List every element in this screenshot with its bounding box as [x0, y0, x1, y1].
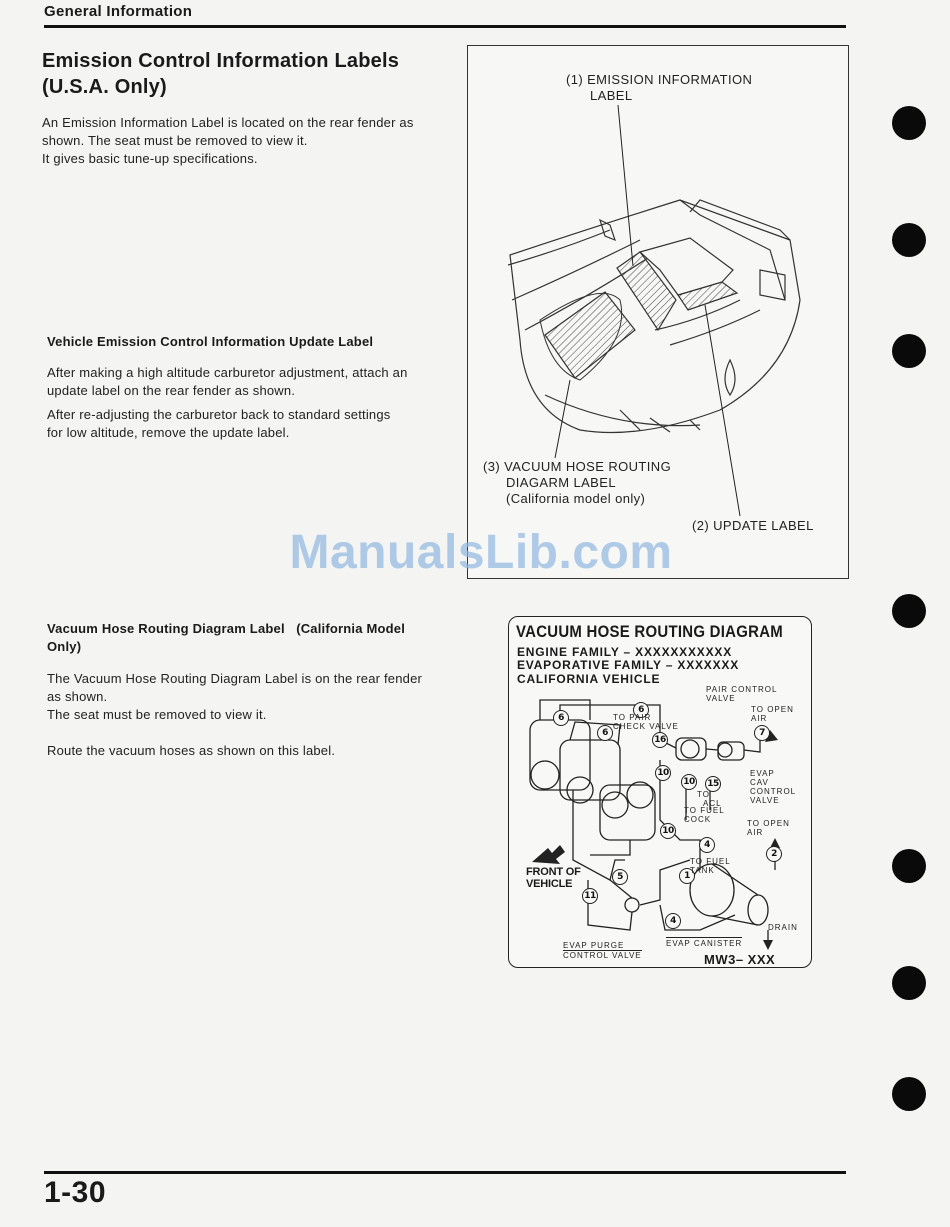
update-paragraph-2: [47, 406, 449, 442]
engine-family: ENGINE FAMILY – XXXXXXXXXXX: [517, 645, 733, 659]
binder-hole-icon: [892, 223, 926, 257]
front-of-vehicle-label: [526, 866, 581, 890]
to-fuel-cock-line-2: COCK: [684, 815, 712, 824]
intro-line-3: It gives basic tune-up specifications.: [42, 151, 258, 166]
to-pair-line-1: TO PAIR: [613, 713, 652, 722]
intro-paragraph: [42, 114, 444, 168]
vacuum-line-2: as shown.: [47, 689, 108, 704]
to-pair-check-valve-label: [613, 713, 679, 731]
callout-1-line-1: (1) EMISSION INFORMATION: [566, 72, 753, 87]
to-open-air-1b: AIR: [751, 714, 768, 723]
to-acl-line-2: ACL: [703, 799, 722, 808]
front-line-1: FRONT OF: [526, 866, 581, 878]
callout-update-label: (2) UPDATE LABEL: [692, 518, 814, 533]
binder-hole-icon: [892, 849, 926, 883]
hose-number: 10: [660, 823, 676, 839]
title-line-1: Emission Control Information Labels: [42, 50, 400, 72]
update-p1-line-2: update label on the rear fender as shown.: [47, 383, 296, 398]
binder-hole-icon: [892, 106, 926, 140]
evap-cav-line-4: VALVE: [750, 796, 780, 805]
hose-number: 10: [655, 765, 671, 781]
to-open-air-2a: TO OPEN: [747, 819, 790, 828]
to-pair-line-2: CHECK VALVE: [613, 722, 679, 731]
bottom-rule: [44, 1171, 846, 1174]
to-open-air-label-1: [751, 705, 794, 723]
hose-number: 11: [582, 888, 598, 904]
binder-hole-icon: [892, 334, 926, 368]
update-p2-line-2: for low altitude, remove the update label.: [47, 425, 290, 440]
hose-number: 4: [665, 913, 681, 929]
update-p2-line-1: After re-adjusting the carburetor back to standard settings: [47, 407, 391, 422]
update-p1-line-1: After making a high altitude carburetor adjustment, attach an: [47, 365, 408, 380]
hose-number: 4: [699, 837, 715, 853]
hose-number: 5: [612, 869, 628, 885]
hose-number: 7: [754, 725, 770, 741]
vacuum-heading-line-2: Only): [47, 639, 82, 654]
page-title: [42, 48, 462, 100]
evap-cav-line-2: CAV: [750, 778, 769, 787]
pair-control-line-1: PAIR CONTROL: [706, 685, 778, 694]
hose-number: 16: [652, 732, 668, 748]
hose-number: 6: [633, 702, 649, 718]
purge-line-2: CONTROL VALVE: [563, 951, 642, 960]
hose-number: 6: [553, 710, 569, 726]
pair-control-line-2: VALVE: [706, 694, 736, 703]
title-line-2: (U.S.A. Only): [42, 76, 167, 98]
callout-1-line-2: LABEL: [590, 88, 633, 103]
evap-cav-control-valve-label: [750, 769, 796, 805]
to-open-air-1a: TO OPEN: [751, 705, 794, 714]
hose-number: 15: [705, 776, 721, 792]
evap-cav-line-3: CONTROL: [750, 787, 797, 796]
vacuum-line-3: The seat must be removed to view it.: [47, 707, 267, 722]
hose-number: 2: [766, 846, 782, 862]
vacuum-heading: [47, 620, 449, 656]
to-fuel-tank-line-1: TO FUEL: [690, 857, 731, 866]
watermark-text: ManualsLib.com: [289, 526, 673, 579]
vacuum-heading-line-1: Vacuum Hose Routing Diagram Label (California Model: [47, 621, 406, 636]
diagram-code: MW3– XXX: [704, 952, 776, 967]
callout-3-line-3: (California model only): [506, 491, 646, 506]
vacuum-paragraph: [47, 670, 449, 724]
to-fuel-cock-label: [684, 806, 725, 824]
callout-3-line-2: DIAGARM LABEL: [506, 475, 616, 490]
callout-emission-label: [566, 72, 752, 104]
page-number: 1-30: [44, 1176, 107, 1209]
intro-line-1: An Emission Information Label is located on the rear fender as: [42, 115, 414, 130]
hose-number: 1: [679, 868, 695, 884]
drain-label: DRAIN: [768, 923, 798, 932]
hose-number: 6: [597, 725, 613, 741]
evap-canister-label: EVAP CANISTER: [666, 939, 743, 948]
vacuum-line-1: The Vacuum Hose Routing Diagram Label is on the rear fender: [47, 671, 423, 686]
vacuum-route-line: Route the vacuum hoses as shown on this label.: [47, 743, 336, 758]
vehicle-type: CALIFORNIA VEHICLE: [517, 672, 661, 686]
section-header: General Information: [44, 3, 193, 20]
to-fuel-tank-label: [690, 857, 731, 875]
to-fuel-tank-line-2: TANK: [690, 866, 715, 875]
binder-hole-icon: [892, 1077, 926, 1111]
update-paragraph-1: [47, 364, 449, 400]
front-line-2: VEHICLE: [526, 878, 573, 890]
evap-cav-line-1: EVAP: [750, 769, 775, 778]
intro-line-2: shown. The seat must be removed to view it.: [42, 133, 308, 148]
to-acl-line-1: TO: [697, 790, 710, 799]
callout-vacuum-label: [483, 459, 671, 507]
binder-hole-icon: [892, 966, 926, 1000]
top-rule: [44, 25, 846, 28]
to-fuel-cock-line-1: TO FUEL: [684, 806, 725, 815]
purge-line-1: EVAP PURGE: [563, 941, 625, 950]
callout-3-line-1: (3) VACUUM HOSE ROUTING: [483, 459, 672, 474]
binder-hole-icon: [892, 594, 926, 628]
hose-number: 10: [681, 774, 697, 790]
to-open-air-label-2: [747, 819, 790, 837]
diagram-title: VACUUM HOSE ROUTING DIAGRAM: [516, 622, 783, 641]
pair-control-valve-label: [706, 685, 777, 703]
evap-purge-control-valve-label: [563, 941, 642, 960]
evap-family: EVAPORATIVE FAMILY – XXXXXXX: [517, 658, 740, 672]
to-open-air-2b: AIR: [747, 828, 764, 837]
update-heading: Vehicle Emission Control Information Update Label: [47, 334, 374, 349]
